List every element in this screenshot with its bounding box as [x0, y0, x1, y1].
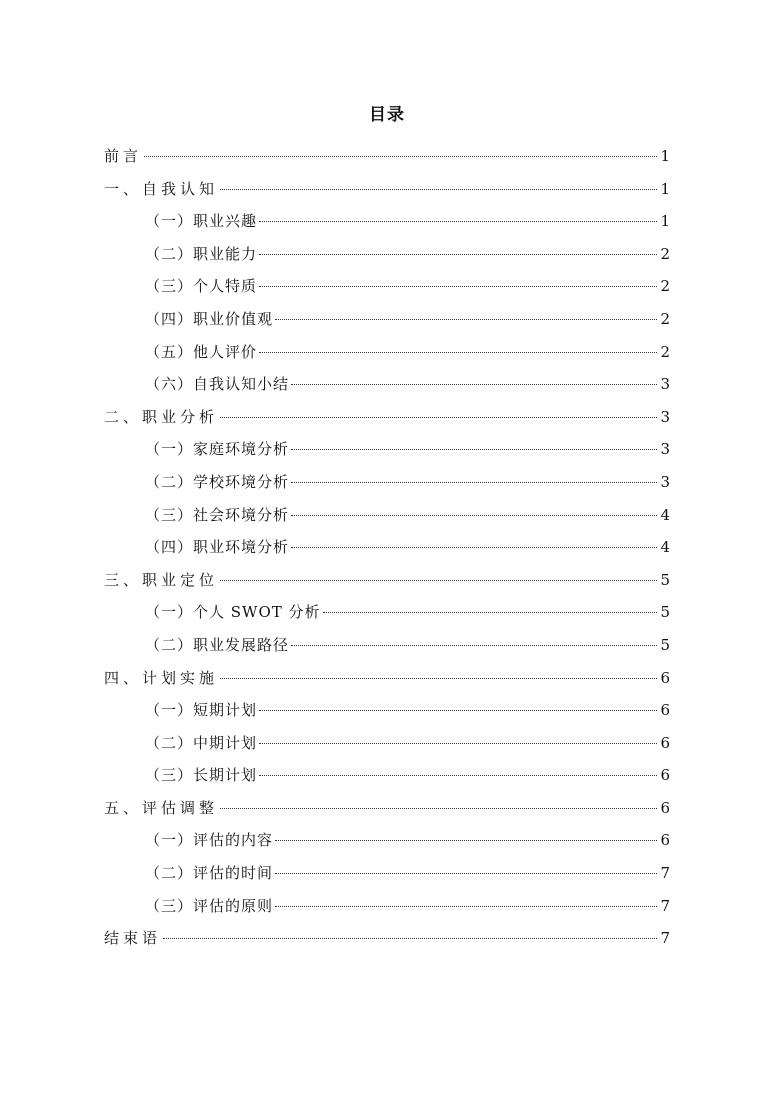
dot-leader	[259, 352, 657, 353]
dot-leader	[259, 743, 657, 744]
dot-leader	[259, 775, 657, 776]
toc-entry-page-number: 4	[660, 538, 670, 557]
toc-section-entry[interactable]	[104, 270, 670, 303]
toc-section-entry[interactable]	[104, 466, 670, 499]
dot-leader	[259, 254, 657, 255]
toc-section-entry[interactable]	[104, 596, 670, 629]
toc-entry-page-number: 6	[660, 701, 670, 720]
toc-entry-label: 三、职业定位	[104, 570, 219, 589]
toc-entry-label: （二）中期计划	[145, 733, 258, 752]
toc-entry-label: （一）职业兴趣	[145, 212, 258, 231]
toc-entry-page-number: 6	[660, 831, 670, 850]
dot-leader	[144, 156, 657, 157]
toc-title: 目录	[369, 105, 405, 125]
toc-section-entry[interactable]	[104, 433, 670, 466]
toc-entry-label: （四）职业价值观	[145, 309, 274, 328]
toc-section-entry[interactable]	[104, 531, 670, 564]
toc-entry-page-number: 1	[660, 212, 670, 231]
toc-section-entry[interactable]	[104, 303, 670, 336]
toc-entry-label: 二、职业分析	[104, 407, 219, 426]
toc-section-entry[interactable]	[104, 759, 670, 792]
dot-leader	[259, 710, 657, 711]
dot-leader	[275, 873, 657, 874]
toc-entry-page-number: 1	[660, 147, 670, 165]
dot-leader	[275, 319, 657, 320]
toc-entry-page-number: 5	[660, 603, 670, 622]
toc-entry-label: （二）学校环境分析	[145, 472, 290, 491]
toc-chapter-entry[interactable]	[104, 173, 670, 206]
dot-leader	[275, 840, 657, 841]
toc-entry-label: （六）自我认知小结	[145, 375, 290, 394]
toc-section-entry[interactable]	[104, 890, 670, 923]
toc-entry-page-number: 6	[660, 798, 670, 817]
toc-entry-label: （二）职业发展路径	[145, 635, 290, 654]
toc-entry-page-number: 5	[660, 570, 670, 589]
toc-entry-label: （三）评估的原则	[145, 896, 274, 915]
dot-leader	[291, 384, 657, 385]
dot-leader	[291, 547, 657, 548]
toc-section-entry[interactable]	[104, 499, 670, 532]
toc-chapter-entry[interactable]	[104, 792, 670, 825]
toc-entry-label: 四、计划实施	[104, 668, 219, 687]
dot-leader	[259, 286, 657, 287]
toc-entry-label: （一）短期计划	[145, 701, 258, 720]
toc-section-entry[interactable]	[104, 238, 670, 271]
toc-entry-label: （一）个人 SWOT 分析	[145, 603, 321, 622]
toc-chapter-entry[interactable]	[104, 564, 670, 597]
dot-leader	[220, 580, 657, 581]
toc-list	[104, 140, 670, 955]
toc-entry-page-number: 3	[660, 407, 670, 426]
toc-entry-label: （五）他人评价	[145, 342, 258, 361]
toc-entry-page-number: 6	[660, 668, 670, 687]
dot-leader	[220, 808, 657, 809]
toc-section-entry[interactable]	[104, 727, 670, 760]
toc-entry-page-number: 2	[660, 244, 670, 263]
toc-entry-page-number: 2	[660, 309, 670, 328]
toc-section-entry[interactable]	[104, 857, 670, 890]
toc-chapter-entry[interactable]	[104, 140, 670, 173]
dot-leader	[291, 515, 657, 516]
dot-leader	[220, 678, 657, 679]
toc-chapter-entry[interactable]	[104, 662, 670, 695]
dot-leader	[163, 938, 657, 939]
toc-entry-label: （一）家庭环境分析	[145, 440, 290, 459]
toc-chapter-entry[interactable]	[104, 401, 670, 434]
dot-leader	[291, 645, 657, 646]
toc-entry-page-number: 3	[660, 472, 670, 491]
toc-entry-label: （一）评估的内容	[145, 831, 274, 850]
dot-leader	[259, 221, 657, 222]
toc-entry-page-number: 2	[660, 342, 670, 361]
toc-entry-label: 前言	[104, 147, 143, 165]
toc-entry-label: （二）评估的时间	[145, 864, 274, 883]
toc-entry-page-number: 5	[660, 635, 670, 654]
dot-leader	[220, 189, 657, 190]
dot-leader	[291, 482, 657, 483]
toc-entry-page-number: 2	[660, 277, 670, 296]
toc-entry-page-number: 7	[660, 864, 670, 883]
toc-entry-page-number: 7	[660, 896, 670, 915]
toc-section-entry[interactable]	[104, 629, 670, 662]
toc-entry-label: （三）社会环境分析	[145, 505, 290, 524]
dot-leader	[275, 906, 657, 907]
toc-entry-label: （二）职业能力	[145, 244, 258, 263]
toc-entry-page-number: 7	[660, 929, 670, 948]
toc-entry-page-number: 4	[660, 505, 670, 524]
toc-section-entry[interactable]	[104, 336, 670, 369]
toc-section-entry[interactable]	[104, 205, 670, 238]
toc-section-entry[interactable]	[104, 824, 670, 857]
dot-leader	[291, 449, 657, 450]
toc-section-entry[interactable]	[104, 368, 670, 401]
toc-entry-label: （三）个人特质	[145, 277, 258, 296]
toc-section-entry[interactable]	[104, 694, 670, 727]
dot-leader	[220, 417, 657, 418]
toc-entry-label: （三）长期计划	[145, 766, 258, 785]
toc-entry-page-number: 1	[660, 179, 670, 198]
toc-entry-label: （四）职业环境分析	[145, 538, 290, 557]
toc-entry-page-number: 6	[660, 733, 670, 752]
toc-entry-label: 五、评估调整	[104, 798, 219, 817]
toc-entry-label: 一、自我认知	[104, 179, 219, 198]
toc-chapter-entry[interactable]	[104, 922, 670, 955]
toc-entry-page-number: 3	[660, 440, 670, 459]
toc-entry-label: 结束语	[104, 929, 162, 948]
toc-entry-page-number: 3	[660, 375, 670, 394]
dot-leader	[323, 612, 658, 613]
toc-entry-page-number: 6	[660, 766, 670, 785]
